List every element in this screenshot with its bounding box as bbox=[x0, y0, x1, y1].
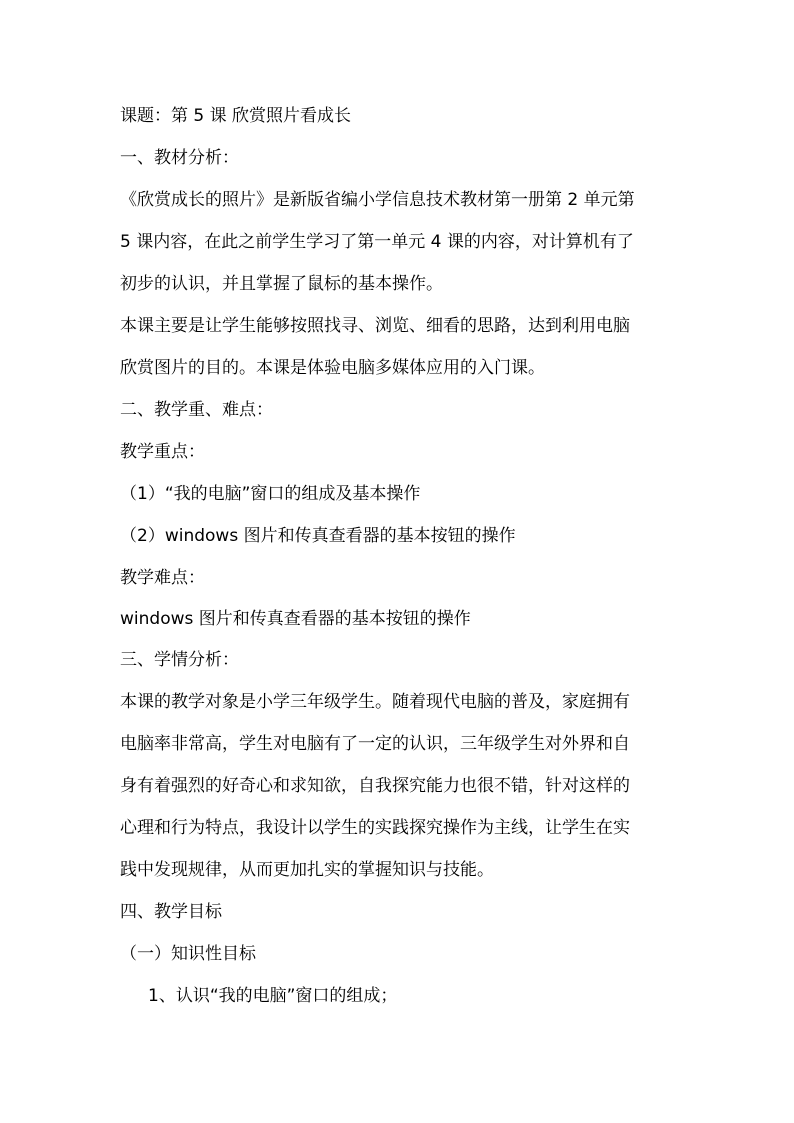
paragraph-line: 践中发现规律，从而更加扎实的掌握知识与技能。 bbox=[120, 860, 494, 880]
key-point-item: （1）“我的电脑”窗口的组成及基本操作 bbox=[120, 484, 421, 504]
objective-item: 1、认识“我的电脑”窗口的组成； bbox=[148, 986, 398, 1006]
paragraph-line: 初步的认识，并且掌握了鼠标的基本操作。 bbox=[120, 274, 443, 294]
difficulty-item: windows 图片和传真查看器的基本按钮的操作 bbox=[120, 609, 471, 629]
paragraph-line: 本课的教学对象是小学三年级学生。随着现代电脑的普及，家庭拥有 bbox=[120, 692, 630, 712]
paragraph-line: 《欣赏成长的照片》是新版省编小学信息技术教材第一册第 2 单元第 bbox=[120, 190, 635, 210]
paragraph-line: 心理和行为特点，我设计以学生的实践探究操作为主线，让学生在实 bbox=[120, 818, 630, 838]
paragraph-line: 5 课内容，在此之前学生学习了第一单元 4 课的内容，对计算机有了 bbox=[120, 232, 634, 252]
lesson-title: 课题：第 5 课 欣赏照片看成长 bbox=[120, 106, 352, 126]
section-heading-key-difficult-points: 二、教学重、难点： bbox=[120, 400, 273, 420]
paragraph-line: 身有着强烈的好奇心和求知欲，自我探究能力也很不错，针对这样的 bbox=[120, 776, 630, 796]
paragraph-line: 本课主要是让学生能够按照找寻、浏览、细看的思路，达到利用电脑 bbox=[120, 316, 630, 336]
section-heading-material-analysis: 一、教材分析： bbox=[120, 148, 239, 168]
key-points-label: 教学重点： bbox=[120, 442, 205, 462]
paragraph-line: 电脑率非常高，学生对电脑有了一定的认识，三年级学生对外界和自 bbox=[120, 734, 630, 754]
paragraph-line: 欣赏图片的目的。本课是体验电脑多媒体应用的入门课。 bbox=[120, 358, 545, 378]
key-point-item: （2）windows 图片和传真查看器的基本按钮的操作 bbox=[120, 526, 516, 546]
difficulty-label: 教学难点： bbox=[120, 568, 205, 588]
section-heading-teaching-objectives: 四、教学目标 bbox=[120, 902, 222, 922]
objective-group-heading: （一）知识性目标 bbox=[120, 944, 256, 964]
section-heading-learner-analysis: 三、学情分析： bbox=[120, 650, 239, 670]
